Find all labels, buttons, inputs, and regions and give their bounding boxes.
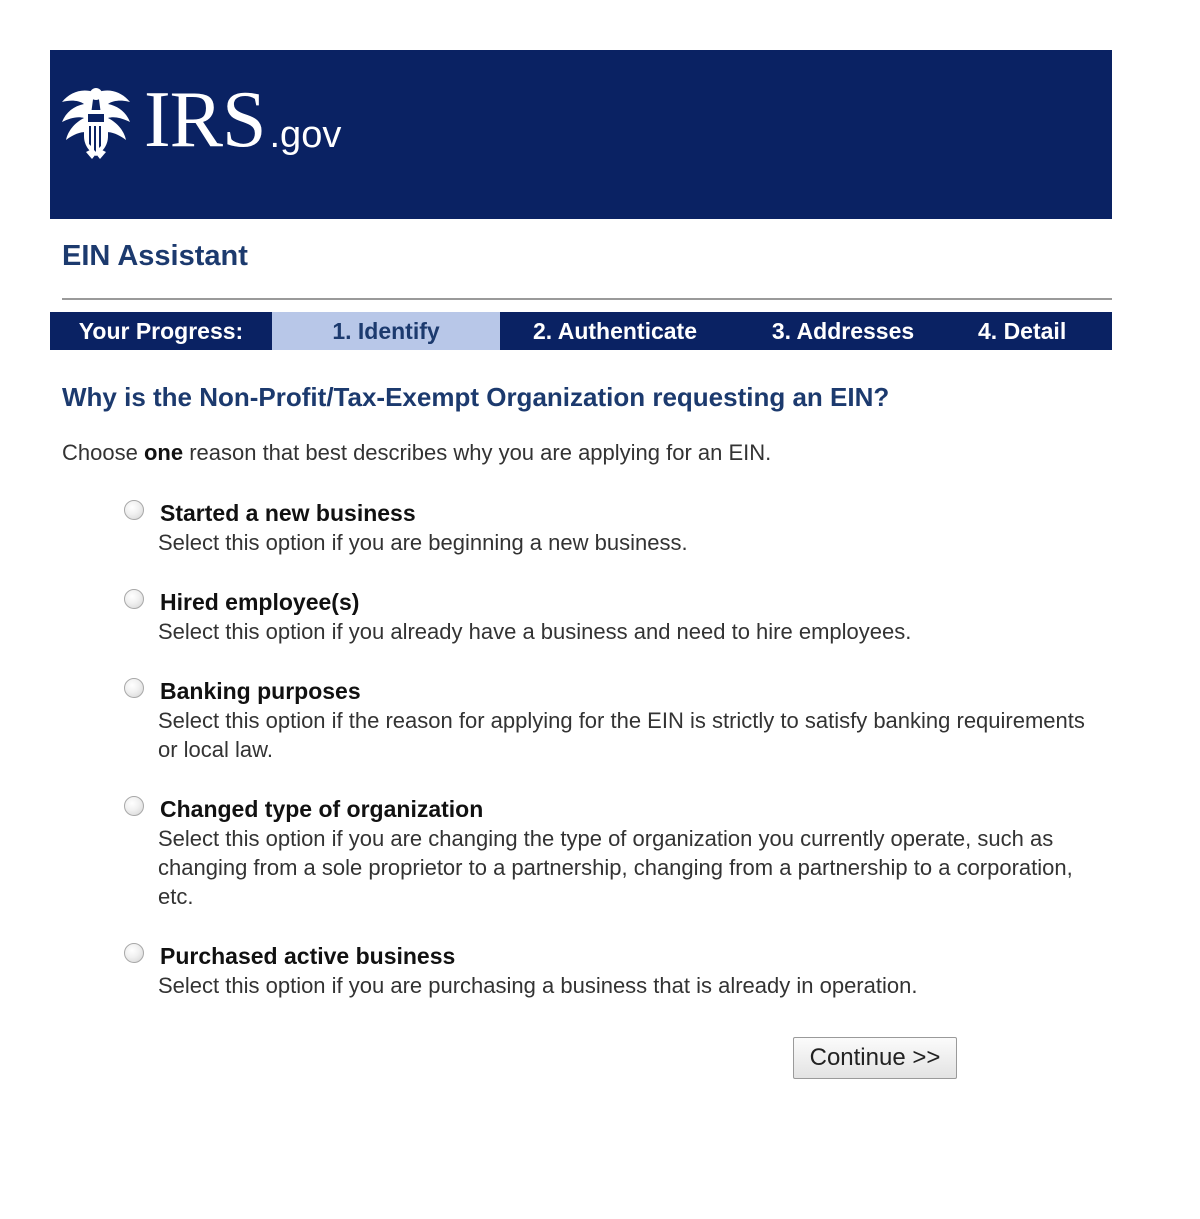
- option-description: Select this option if the reason for applying for the EIN is strictly to satisfy banking requirements or local law.: [158, 708, 1085, 762]
- option-hired-employees: [122, 587, 1097, 646]
- option-label[interactable]: Banking purposes: [160, 678, 361, 704]
- option-description: Select this option if you are changing the type of organization you currently operate, such as changing from a sole proprietor to a partnership, changing from a partnership to a corporation, etc.: [158, 826, 1073, 909]
- header-banner: [50, 50, 1112, 219]
- option-started-new-business: [122, 498, 1097, 557]
- progress-step-details: 4. Detail: [978, 318, 1067, 344]
- progress-bar: [50, 312, 1112, 350]
- option-label[interactable]: Started a new business: [160, 500, 416, 526]
- progress-step-addresses: 3. Addresses: [771, 318, 915, 344]
- instructions-before: Choose: [62, 440, 144, 465]
- progress-step-authenticate: 2. Authenticate: [532, 318, 697, 344]
- logo-irs-text: IRS: [144, 76, 266, 164]
- logo-gov-text: .gov: [269, 114, 342, 156]
- radio-banking-purposes[interactable]: [124, 678, 144, 698]
- option-label[interactable]: Hired employee(s): [160, 589, 360, 615]
- progress-step-identify: 1. Identify: [272, 312, 500, 350]
- radio-changed-type-of-organization[interactable]: [124, 796, 144, 816]
- option-label[interactable]: Purchased active business: [160, 943, 456, 969]
- radio-purchased-active-business[interactable]: [124, 943, 144, 963]
- option-description: Select this option if you already have a business and need to hire employees.: [158, 619, 912, 644]
- instructions-after: reason that best describes why you are applying for an EIN.: [183, 440, 772, 465]
- radio-hired-employees[interactable]: [124, 589, 144, 609]
- question-heading: Why is the Non-Profit/Tax-Exempt Organization requesting an EIN?: [62, 382, 890, 412]
- option-label[interactable]: Changed type of organization: [160, 796, 484, 822]
- progress-label: Your Progress:: [78, 318, 244, 344]
- option-changed-type-of-organization: [122, 794, 1097, 911]
- instructions-emphasis: one: [143, 440, 184, 465]
- option-banking-purposes: [122, 676, 1097, 764]
- title-divider: [62, 298, 1112, 300]
- page-title: EIN Assistant: [62, 240, 248, 272]
- irs-logo[interactable]: [58, 76, 342, 164]
- option-purchased-active-business: [122, 941, 1097, 1000]
- continue-button[interactable]: Continue >>: [793, 1037, 957, 1079]
- radio-started-new-business[interactable]: [124, 500, 144, 520]
- reason-options: [122, 498, 1097, 1000]
- instructions-text: [62, 440, 771, 466]
- option-description: Select this option if you are purchasing a business that is already in operation.: [158, 973, 918, 998]
- option-description: Select this option if you are beginning a new business.: [158, 530, 688, 555]
- irs-eagle-icon: [58, 82, 134, 160]
